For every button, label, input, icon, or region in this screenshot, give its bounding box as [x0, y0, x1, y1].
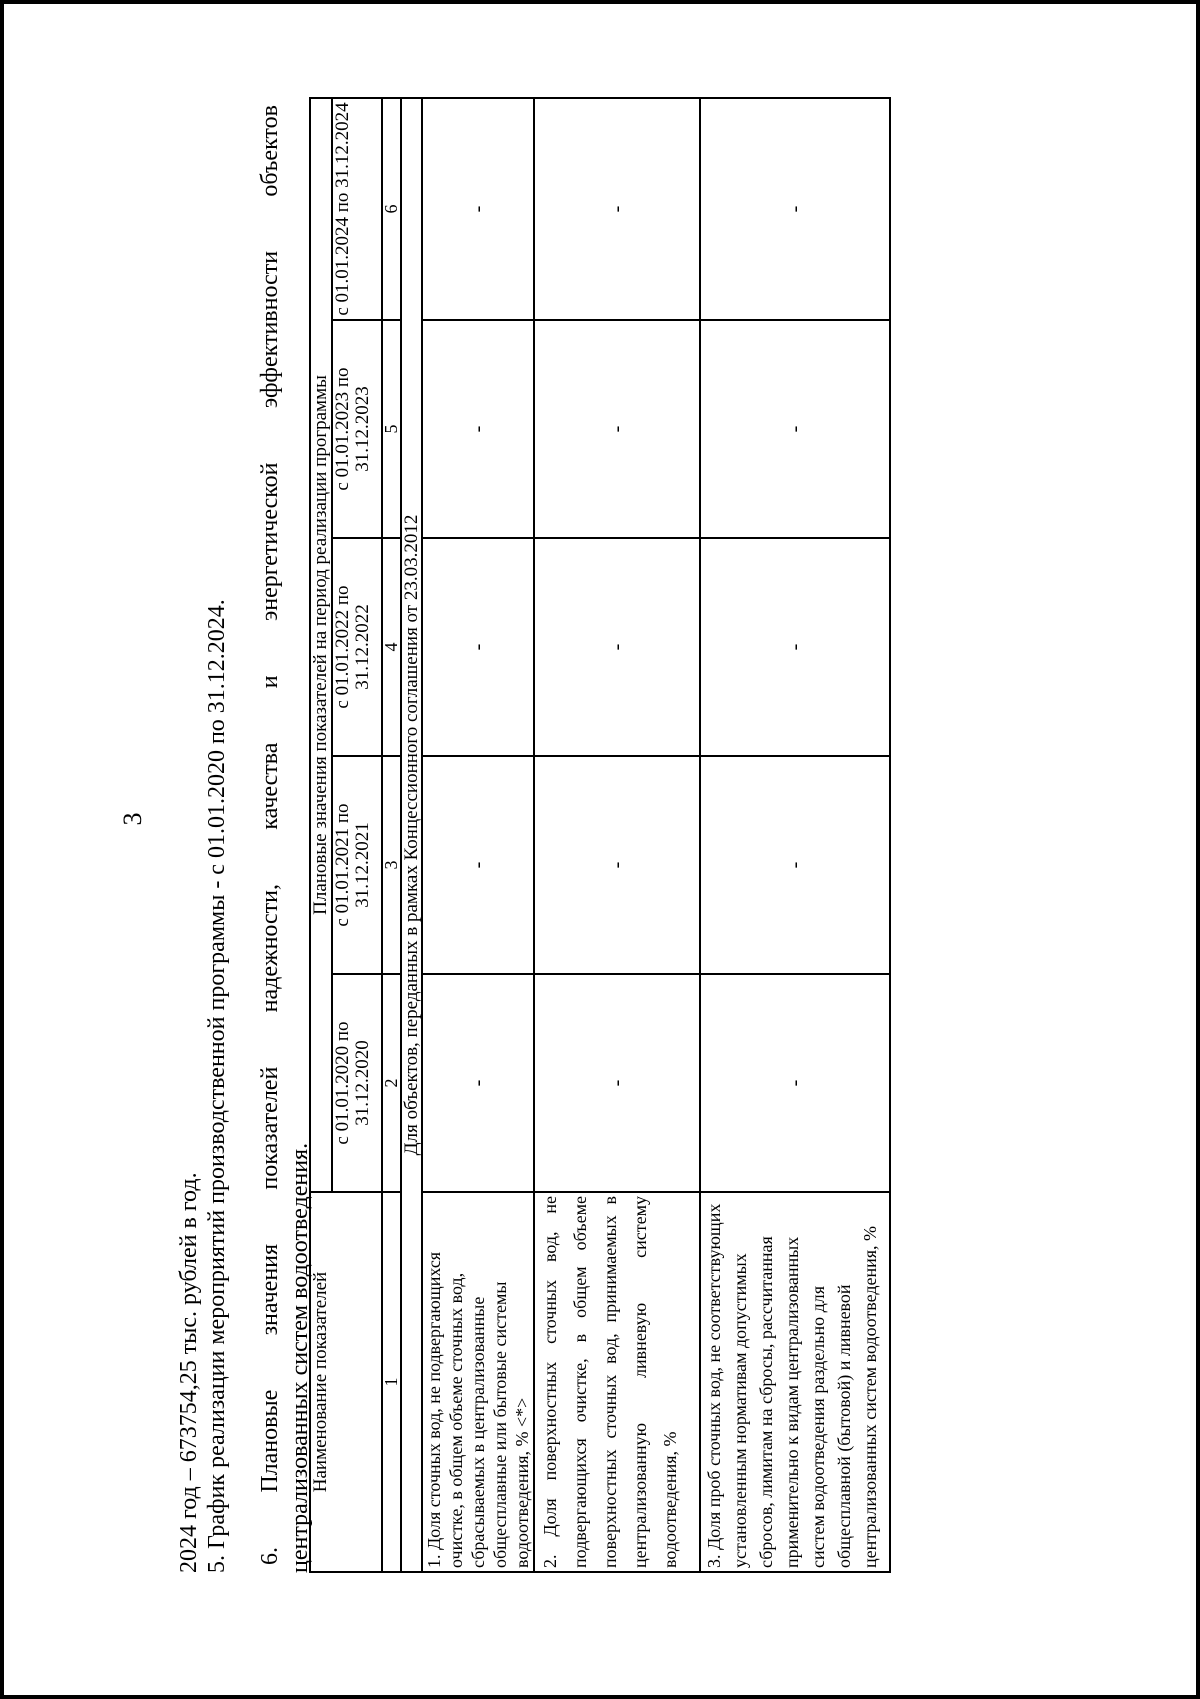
value-cell: -: [534, 538, 700, 756]
value-cell: -: [422, 98, 534, 320]
value-cell: -: [534, 756, 700, 974]
header-period-2021: с 01.01.2021 по 31.12.2021: [332, 756, 382, 974]
value-cell: -: [422, 320, 534, 538]
section-row: [401, 98, 422, 1572]
section-6-line-2: централизованных систем водоотведения.: [287, 1142, 313, 1573]
value-cell: -: [700, 538, 890, 756]
col-number: 1: [382, 1192, 401, 1572]
indicators-table: [309, 97, 891, 1573]
header-group: Плановые значения показателей на период реализации программы: [310, 98, 332, 1192]
table-row: [422, 98, 534, 1572]
table-row: [534, 98, 700, 1572]
section-6-line-1: 6. Плановые значения показателей надежности, качества и энергетической эффективности объектов: [257, 105, 283, 1565]
column-number-row: [382, 98, 401, 1572]
value-cell: -: [534, 320, 700, 538]
value-cell: -: [700, 320, 890, 538]
value-cell: -: [422, 756, 534, 974]
value-cell: -: [700, 98, 890, 320]
col-number: 6: [382, 98, 401, 320]
table-row: [700, 98, 890, 1572]
section-row-label: Для объектов, переданных в рамках Концессионного соглашения от 23.03.2012: [401, 98, 422, 1572]
page-number: 3: [118, 812, 147, 826]
value-cell: -: [422, 538, 534, 756]
col-number: 2: [382, 974, 401, 1192]
text-line-2024: 2024 год – 673754,25 тыс. рублей в год.: [176, 1172, 202, 1573]
indicator-name: 2. Доля поверхностных сточных вод, не подвергающихся очистке, в общем объеме поверхностных сточных вод, принимаемых в централизованную ливневую систему водоотведения, %: [534, 1192, 700, 1572]
header-period-2020: с 01.01.2020 по 31.12.2020: [332, 974, 382, 1192]
col-number: 3: [382, 756, 401, 974]
value-cell: -: [422, 974, 534, 1192]
indicator-name: 3. Доля проб сточных вод, не соответствующих установленным нормативам допустимых сбросов, лимитам на сбросы, рассчитанная применительно к видам централизованных систем водоотведения раздельно для общесплавной (бытовой) и ливневой централизованных систем водоотведения, %: [700, 1192, 890, 1572]
text-line-schedule: 5. График реализации мероприятий производственной программы - с 01.01.2020 по 31.12.2024.: [204, 599, 230, 1573]
header-period-2023: с 01.01.2023 по 31.12.2023: [332, 320, 382, 538]
section-6-heading: [255, 105, 315, 1573]
header-period-2024: с 01.01.2024 по 31.12.2024: [332, 98, 382, 320]
col-number: 5: [382, 320, 401, 538]
col-number: 4: [382, 538, 401, 756]
value-cell: -: [534, 974, 700, 1192]
header-indicator-name: Наименование показателей: [310, 1192, 382, 1572]
value-cell: -: [534, 98, 700, 320]
value-cell: -: [700, 756, 890, 974]
value-cell: -: [700, 974, 890, 1192]
indicator-name: 1. Доля сточных вод, не подвергающихся очистке, в общем объеме сточных вод, сбрасываемых в централизованные общесплавные или бытовые системы водоотведения, % <*>: [422, 1192, 534, 1572]
header-period-2022: с 01.01.2022 по 31.12.2022: [332, 538, 382, 756]
header-row-1: [310, 98, 332, 1572]
